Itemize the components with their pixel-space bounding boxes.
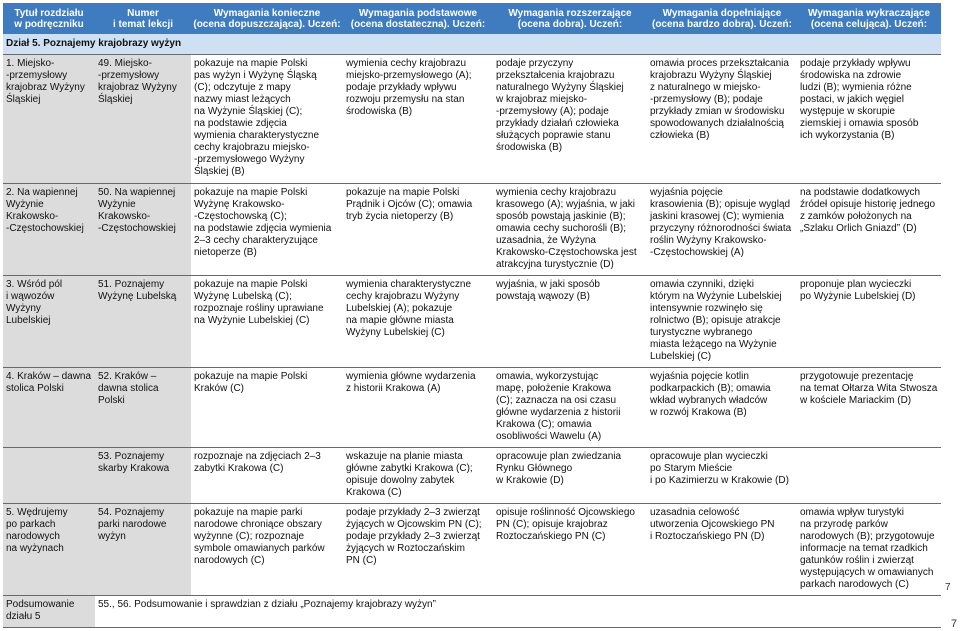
section-row — [3, 34, 941, 55]
chapter-cell: 2. Na wapiennej Wyżynie Krakowsko- -Częstochowskiej — [3, 184, 95, 276]
chapter-cell: 3. Wśród pól i wąwozów Wyżyny Lubelskiej — [3, 276, 95, 368]
lesson-cell: 53. Poznajemy skarby Krakowa — [95, 448, 191, 504]
lesson-cell: 52. Kraków – dawna stolica Polski — [95, 368, 191, 448]
header-extended: Wymagania rozszerzające (ocena dobra). Uczeń: — [493, 3, 647, 34]
exceeding-cell: na podstawie dodatkowych źródeł opisuje historię jednego z zamków położonych na „Szlaku Orlich Gniazd” (D) — [797, 184, 941, 276]
table-row — [3, 448, 941, 504]
extended-cell: opracowuje plan zwiedzania Rynku Głównego w Krakowie (D) — [493, 448, 647, 504]
complementary-cell: wyjaśnia pojęcie krasowienia (B); opisuje wygląd jaskini krasowej (C); wymienia przyczyny różnorodności świata roślin Wyżyny Krakowsko- -Częstochowskiej (A) — [647, 184, 797, 276]
chapter-cell: 4. Kraków – dawna stolica Polski — [3, 368, 95, 448]
required-cell: pokazuje na mapie Polski pas wyżyn i Wyżynę Śląską (C); odczytuje z mapy nazwy miast leżących na Wyżynie Śląskiej (C); na podstawie zdjęcia wymienia charakterystyczne cechy krajobrazu miejsko- -przemysłowego Wyżyny Śląskiej (B) — [191, 55, 343, 184]
table-row — [3, 504, 941, 596]
table-row — [3, 55, 941, 184]
extended-cell: opisuje roślinność Ojcowskiego PN (C); opisuje krajobraz Roztoczańskiego PN (C) — [493, 504, 647, 596]
extended-cell: omawia, wykorzystując mapę, położenie Krakowa (C); zaznacza na osi czasu główne wydarzenia z historii Krakowa (C); omawia osobliwości Wawelu (A) — [493, 368, 647, 448]
requirements-table — [3, 3, 941, 628]
basic-cell: wskazuje na planie miasta główne zabytki Krakowa (C); opisuje dowolny zabytek Krakowa (C) — [343, 448, 493, 504]
header-complementary: Wymagania dopełniające (ocena bardzo dobra). Uczeń: — [647, 3, 797, 34]
header-exceeding: Wymagania wykraczające (ocena celująca). Uczeń: — [797, 3, 941, 34]
exceeding-cell — [797, 448, 941, 504]
basic-cell: podaje przykłady 2–3 zwierząt żyjących w Ojcowskim PN (C); podaje przykłady 2–3 zwierząt żyjących w Roztoczańskim PN (C) — [343, 504, 493, 596]
summary-row — [3, 596, 941, 628]
summary-lesson-cell: 55., 56. Podsumowanie i sprawdzian z działu „Poznajemy krajobrazy wyżyn” — [95, 596, 941, 628]
complementary-cell: omawia czynniki, dzięki którym na Wyżynie Lubelskiej intensywnie rozwinęło się rolnictwo (B); opisuje atrakcje turystyczne wybranego miasta leżącego na Wyżynie Lubelskiej (C) — [647, 276, 797, 368]
lesson-cell: 54. Poznajemy parki narodowe wyżyn — [95, 504, 191, 596]
summary-chapter-cell: Podsumowanie działu 5 — [3, 596, 95, 628]
complementary-cell: uzasadnia celowość utworzenia Ojcowskiego PN i Roztoczańskiego PN (D) — [647, 504, 797, 596]
complementary-cell: wyjaśnia pojęcie kotlin podkarpackich (B); omawia wkład wybranych władców w rozwój Krakowa (B) — [647, 368, 797, 448]
lesson-cell: 49. Miejsko- -przemysłowy krajobraz Wyżyny Śląskiej — [95, 55, 191, 184]
lesson-cell: 50. Na wapiennej Wyżynie Krakowsko- -Częstochowskiej — [95, 184, 191, 276]
header-lesson: Numer i temat lekcji — [95, 3, 191, 34]
basic-cell: wymienia charakterystyczne cechy krajobrazu Wyżyny Lubelskiej (A); pokazuje na mapie główne miasta Wyżyny Lubelskiej (C) — [343, 276, 493, 368]
table-row — [3, 184, 941, 276]
exceeding-cell: przygotowuje prezentację na temat Ołtarza Wita Stwosza w kościele Mariackim (D) — [797, 368, 941, 448]
required-cell: pokazuje na mapie Polski Wyżynę Lubelską (C); rozpoznaje rośliny uprawiane na Wyżynie Lubelskiej (C) — [191, 276, 343, 368]
basic-cell: wymienia cechy krajobrazu miejsko-przemysłowego (A); podaje przykłady wpływu rozwoju przemysłu na stan środowiska (B) — [343, 55, 493, 184]
required-cell: pokazuje na mapie parki narodowe chroniące obszary wyżynne (C); rozpoznaje symbole omawianych parków narodowych (C) — [191, 504, 343, 596]
complementary-cell: omawia proces przekształcania krajobrazu Wyżyny Śląskiej z naturalnego w miejsko- -przemysłowy (B); podaje przykłady zmian w środowisku spowodowanych działalnością człowieka (B) — [647, 55, 797, 184]
chapter-cell: 1. Miejsko- -przemysłowy krajobraz Wyżyny Śląskiej — [3, 55, 95, 184]
required-cell: rozpoznaje na zdjęciach 2–3 zabytki Krakowa (C) — [191, 448, 343, 504]
basic-cell: pokazuje na mapie Polski Prądnik i Ojców (C); omawia tryb życia nietoperzy (B) — [343, 184, 493, 276]
header-row — [3, 3, 941, 34]
lesson-cell: 51. Poznajemy Wyżynę Lubelską — [95, 276, 191, 368]
complementary-cell: opracowuje plan wycieczki po Starym Mieście i po Kazimierzu w Krakowie (D) — [647, 448, 797, 504]
chapter-cell: 5. Wędrujemy po parkach narodowych na wyżynach — [3, 504, 95, 596]
required-cell: pokazuje na mapie Polski Wyżynę Krakowsko- -Częstochowską (C); na podstawie zdjęcia wymienia 2–3 cechy charakteryzujące nietoperze (B) — [191, 184, 343, 276]
side-number: 7 — [945, 582, 951, 593]
required-cell: pokazuje na mapie Polski Kraków (C) — [191, 368, 343, 448]
table-row — [3, 368, 941, 448]
requirements-table-page — [3, 3, 941, 628]
extended-cell: wymienia cechy krajobrazu krasowego (A); wyjaśnia, w jaki sposób powstają jaskinie (B); omawia cechy suchorośli (B); uzasadnia, że Wyżyna Krakowsko-Częstochowska jest atrakcyjna turystycznie (D) — [493, 184, 647, 276]
exceeding-cell: proponuje plan wycieczki po Wyżynie Lubelskiej (D) — [797, 276, 941, 368]
page-number: 7 — [950, 618, 957, 630]
exceeding-cell: omawia wpływ turystyki na przyrodę parków narodowych (B); przygotowuje informacje na temat rzadkich gatunków roślin i zwierząt występujących w omawianych parkach narodowych (C) — [797, 504, 941, 596]
header-chapter: Tytuł rozdziału w podręczniku — [3, 3, 95, 34]
basic-cell: wymienia główne wydarzenia z historii Krakowa (A) — [343, 368, 493, 448]
chapter-cell — [3, 448, 95, 504]
table-row — [3, 276, 941, 368]
extended-cell: wyjaśnia, w jaki sposób powstają wąwozy (B) — [493, 276, 647, 368]
section-title: Dział 5. Poznajemy krajobrazy wyżyn — [3, 34, 941, 55]
extended-cell: podaje przyczyny przekształcenia krajobrazu naturalnego Wyżyny Śląskiej w krajobraz miejsko- -przemysłowy (A); podaje przykłady działań człowieka służących poprawie stanu środowiska (B) — [493, 55, 647, 184]
header-basic: Wymagania podstawowe (ocena dostateczna). Uczeń: — [343, 3, 493, 34]
exceeding-cell: podaje przykłady wpływu środowiska na zdrowie ludzi (B); wymienia różne postaci, w jakich węgiel występuje w skorupie ziemskiej i omawia sposób ich wykorzystania (B) — [797, 55, 941, 184]
header-required: Wymagania konieczne (ocena dopuszczająca). Uczeń: — [191, 3, 343, 34]
